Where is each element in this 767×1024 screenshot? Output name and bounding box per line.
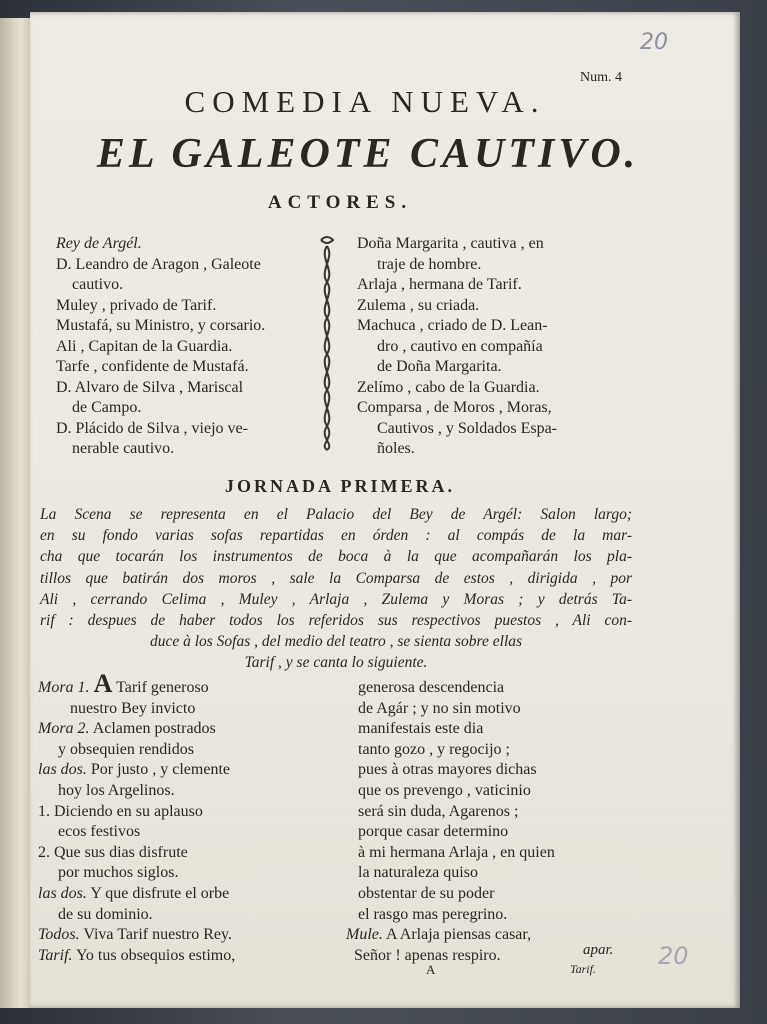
verse-line bbox=[38, 740, 235, 761]
verse-line bbox=[38, 781, 235, 802]
verse-text: generosa descendencia bbox=[358, 679, 505, 696]
verse-line bbox=[38, 669, 235, 699]
signature-mark: A bbox=[426, 962, 436, 977]
verse-line bbox=[38, 884, 235, 905]
verse-line bbox=[346, 802, 555, 823]
pencil-folio-number-bottom: 20 bbox=[658, 942, 689, 970]
scene-direction bbox=[40, 504, 632, 674]
verse-text: A Arlaja piensas casar, bbox=[386, 926, 532, 944]
cast-line: Ali , Capitan de la Guardia. bbox=[56, 337, 233, 355]
verse-line bbox=[346, 905, 555, 926]
verse-column-right bbox=[346, 678, 555, 966]
verse-line bbox=[38, 843, 235, 864]
verse-text: Diciendo en su aplauso bbox=[54, 802, 203, 820]
drop-capital: A bbox=[93, 669, 113, 698]
verse-line bbox=[346, 884, 555, 905]
cast-line: Arlaja , hermana de Tarif. bbox=[357, 276, 522, 293]
aside-marker: apar. bbox=[583, 942, 614, 958]
cast-line: Doña Margarita , cautiva , en bbox=[357, 235, 544, 252]
verse-line bbox=[38, 802, 235, 823]
number-label: Num. 4 bbox=[580, 70, 622, 85]
cast-line: ñoles. bbox=[377, 440, 415, 457]
verse-line bbox=[38, 946, 235, 967]
verse-text: que os prevengo , vaticinio bbox=[358, 781, 531, 799]
verse-line bbox=[346, 740, 555, 761]
verse-line bbox=[346, 843, 555, 864]
verse-text: Señor ! apenas respiro. bbox=[354, 946, 501, 964]
verse-line bbox=[346, 719, 555, 740]
verse-line bbox=[346, 863, 555, 884]
verse-text: Tarif generoso bbox=[116, 679, 209, 696]
verse-text: por muchos siglos. bbox=[58, 864, 179, 882]
pencil-folio-number: 20 bbox=[640, 30, 668, 55]
verse-line bbox=[38, 822, 235, 843]
jornada-heading: JORNADA PRIMERA. bbox=[225, 476, 455, 496]
scene-line: duce à los Sofas , del medio del teatro , se sienta sobre ellas bbox=[149, 633, 523, 651]
cast-line: dro , cautivo en compañía bbox=[377, 337, 543, 355]
speaker: Mule. bbox=[346, 926, 383, 944]
cast-list-right bbox=[357, 234, 557, 460]
verse-line bbox=[346, 822, 555, 843]
cast-line: nerable cautivo. bbox=[72, 440, 175, 457]
verse-text: Por justo , y clemente bbox=[90, 761, 230, 779]
cast-line: D. Alvaro de Silva , Mariscal bbox=[56, 378, 244, 396]
cast-line: Mustafá, su Ministro, y corsario. bbox=[56, 317, 266, 334]
speaker: las dos. bbox=[38, 884, 87, 902]
cast-line: Comparsa , de Moros , Moras, bbox=[357, 399, 552, 416]
verse-text: ecos festivos bbox=[58, 823, 141, 841]
speaker: 2. bbox=[38, 843, 50, 861]
cast-line: de Campo. bbox=[72, 399, 142, 416]
scene-line: La Scena se representa en el Palacio del Bey de Argél: Salon largo; bbox=[40, 506, 632, 523]
heading-comedia: COMEDIA NUEVA. bbox=[184, 84, 546, 119]
verse-text: Viva Tarif nuestro Rey. bbox=[83, 926, 232, 944]
actores-heading: ACTORES. bbox=[267, 192, 413, 213]
verse-text: y obsequien rendidos bbox=[58, 740, 194, 758]
speaker: Mora 2. bbox=[38, 720, 90, 738]
cast-line: Tarfe , confidente de Mustafá. bbox=[56, 358, 249, 375]
verse-line bbox=[38, 719, 235, 740]
verse-text: nuestro Bey invicto bbox=[70, 699, 196, 717]
cast-line: Zulema , su criada. bbox=[357, 296, 480, 314]
scene-line: cha que tocarán los instrumentos de boca à la que acompañarán los pla- bbox=[40, 548, 632, 566]
verse-text: manifestais este dia bbox=[358, 720, 484, 738]
verse-text: Que sus dias disfrute bbox=[54, 843, 188, 861]
speaker: Todos. bbox=[38, 926, 80, 944]
speaker: Tarif. bbox=[38, 946, 73, 964]
cast-list-left bbox=[56, 234, 265, 460]
scene-line: en su fondo varias sofas repartidas en órden : al compás de la mar- bbox=[40, 527, 632, 545]
catchword: Tarif. bbox=[570, 962, 596, 976]
speaker: las dos. bbox=[38, 761, 87, 779]
scene-line: tillos que batirán dos moros , sale la Comparsa de estos , dirigida , por bbox=[40, 569, 632, 587]
verse-text: pues à otras mayores dichas bbox=[358, 761, 537, 779]
verse-line bbox=[38, 760, 235, 781]
verse-text: Yo tus obsequios estimo, bbox=[75, 946, 236, 964]
verse-line bbox=[346, 678, 555, 699]
scene-line: rif : despues de haber todos los referidos sus respectivos puestos , Ali con- bbox=[40, 612, 632, 630]
verse-line bbox=[38, 905, 235, 926]
cast-line: Muley , privado de Tarif. bbox=[56, 296, 217, 314]
speaker: 1. bbox=[38, 802, 50, 820]
verse-text: será sin duda, Agarenos ; bbox=[358, 802, 519, 820]
verse-line bbox=[38, 699, 235, 720]
cast-line: D. Leandro de Aragon , Galeote bbox=[56, 255, 261, 273]
verse-text: Y que disfrute el orbe bbox=[90, 884, 230, 902]
cast-line: traje de hombre. bbox=[377, 255, 482, 273]
verse-text: de Agár ; y no sin motivo bbox=[358, 699, 521, 717]
verse-text: Aclamen postrados bbox=[92, 720, 216, 738]
verse-line bbox=[346, 946, 555, 967]
verse-text: la naturaleza quiso bbox=[358, 864, 478, 882]
cast-line: Rey de Argél. bbox=[56, 235, 142, 252]
verse-text: el rasgo mas peregrino. bbox=[358, 905, 508, 923]
verse-line bbox=[346, 760, 555, 781]
cast-line: cautivo. bbox=[72, 276, 124, 293]
ornamental-divider bbox=[317, 234, 337, 452]
verse-text: à mi hermana Arlaja , en quien bbox=[358, 843, 555, 861]
scene-line: Tarif , y se canta lo siguiente. bbox=[244, 654, 428, 672]
cast-line: Zelímo , cabo de la Guardia. bbox=[357, 378, 540, 396]
speaker: Mora 1. bbox=[38, 679, 90, 696]
document-page bbox=[30, 12, 740, 1008]
verse-text: obstentar de su poder bbox=[358, 884, 495, 902]
verse-line bbox=[346, 925, 555, 946]
verse-text: de su dominio. bbox=[58, 905, 153, 923]
cast-line: Cautivos , y Soldados Espa- bbox=[377, 419, 557, 437]
scene-line: Ali , cerrando Celima , Muley , Arlaja , Zulema y Moras ; y detrás Ta- bbox=[40, 590, 632, 608]
page-title: EL GALEOTE CAUTIVO. bbox=[96, 131, 640, 177]
verse-line bbox=[346, 699, 555, 720]
verse-line bbox=[38, 925, 235, 946]
verse-line bbox=[38, 863, 235, 884]
verse-column-left bbox=[38, 669, 236, 966]
verse-text: porque casar determino bbox=[358, 823, 509, 841]
verse-text: tanto gozo , y regocijo ; bbox=[358, 740, 510, 758]
verse-line bbox=[346, 781, 555, 802]
cast-line: Machuca , criado de D. Lean- bbox=[357, 317, 548, 334]
cast-line: de Doña Margarita. bbox=[377, 358, 502, 375]
cast-line: D. Plácido de Silva , viejo ve- bbox=[56, 419, 248, 437]
verse-text: hoy los Argelinos. bbox=[58, 781, 175, 799]
facing-page-edge bbox=[0, 18, 31, 1008]
